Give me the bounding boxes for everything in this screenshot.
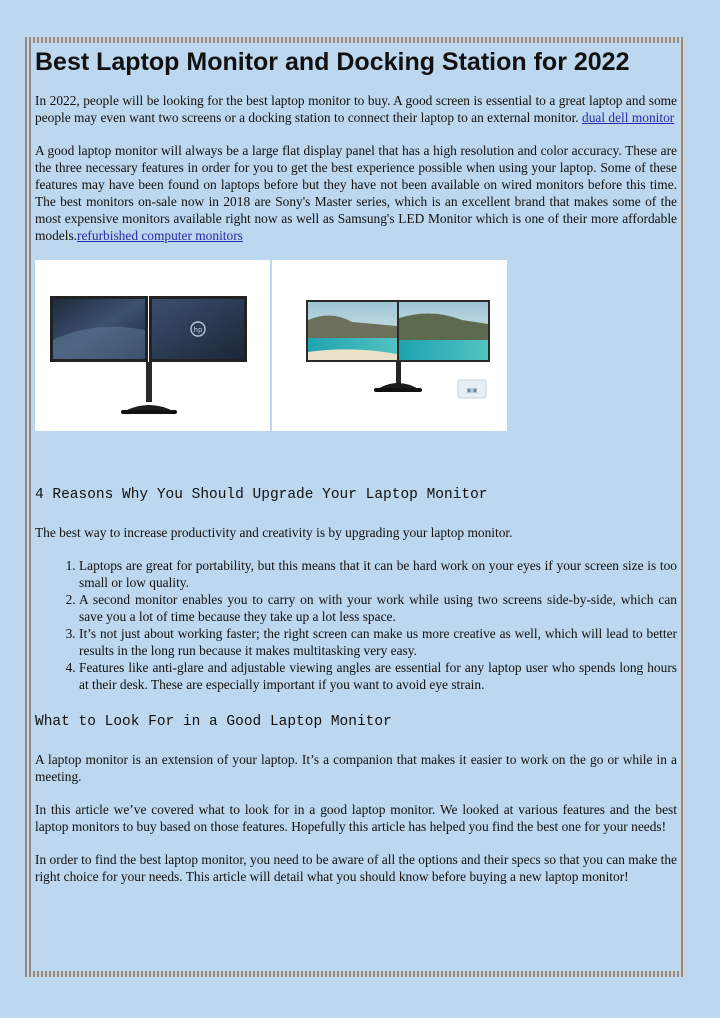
product-image-row (35, 260, 677, 431)
reasons-list (35, 557, 677, 693)
list-item: 1. Laptops are great for portability, but this means that it can be hard work on your eyes if your screen size is too small or low quality. (79, 557, 677, 591)
dual-monitor-image-beach (272, 260, 507, 431)
section2-paragraph: In this article we’ve covered what to look for in a good laptop monitor. We looked at various features and the best laptop monitors to buy based on those features. Hopefully this article has helped you find the best one for your needs! (35, 802, 677, 834)
intro-text: In 2022, people will be looking for the best laptop monitor to buy. A good screen is essential to a great laptop and some people may even want two screens or a docking station to connect their laptop to an external monitor. (35, 93, 677, 125)
refurbished-monitors-link[interactable]: refurbished computer monitors (77, 228, 243, 243)
section-heading-reasons: 4 Reasons Why You Should Upgrade Your Laptop Monitor (35, 487, 488, 503)
reasons-lead: The best way to increase productivity and creativity is by upgrading your laptop monitor. (35, 525, 513, 540)
list-item: 3. It’s not just about working faster; the right screen can make us more creative as well, which will lead to better results in the long run because it makes multitasking very easy. (79, 625, 677, 659)
list-item: 2. A second monitor enables you to carry on with your work while using two screens side-by-side, which can save you a lot of time because they take up a lot less space. (79, 591, 677, 625)
features-paragraph (35, 142, 677, 244)
page-title: Best Laptop Monitor and Docking Station for 2022 (35, 48, 630, 76)
section2-paragraph: In order to find the best laptop monitor, you need to be aware of all the options and their specs so that you can make the right choice for your needs. This article will detail what you should know before buying a new laptop monitor! (35, 852, 677, 884)
spacer (35, 431, 677, 486)
list-item: 4. Features like anti-glare and adjustable viewing angles are essential for any laptop user who spends long hours at their desk. These are especially important if you want to avoid eye strain. (79, 659, 677, 693)
intro-paragraph (35, 92, 677, 126)
dual-dell-monitor-link[interactable]: dual dell monitor (582, 110, 675, 125)
section-heading-what-to-look-for: What to Look For in a Good Laptop Monitor (35, 714, 392, 730)
svg-text:hp: hp (193, 326, 203, 334)
svg-text:▣▣: ▣▣ (466, 387, 478, 394)
dual-monitor-image-hp (35, 260, 270, 431)
features-text: A good laptop monitor will always be a large flat display panel that has a high resolution and color accuracy. These are the three necessary features in order for you to get the best experience possible when using your laptop. Some of these features may have been found on laptops before but they have not been available on wired monitors before this time. The best monitors on-sale now in 2018 are Sony's Master series, which is an excellent brand that makes some of the most expensive monitors available right now as well as Samsung's LED Monitor which is one of their more affordable models. (35, 143, 677, 243)
document-body (35, 46, 677, 901)
section2-paragraph: A laptop monitor is an extension of your laptop. It’s a companion that makes it easier to work on the go or while in a meeting. (35, 752, 677, 784)
